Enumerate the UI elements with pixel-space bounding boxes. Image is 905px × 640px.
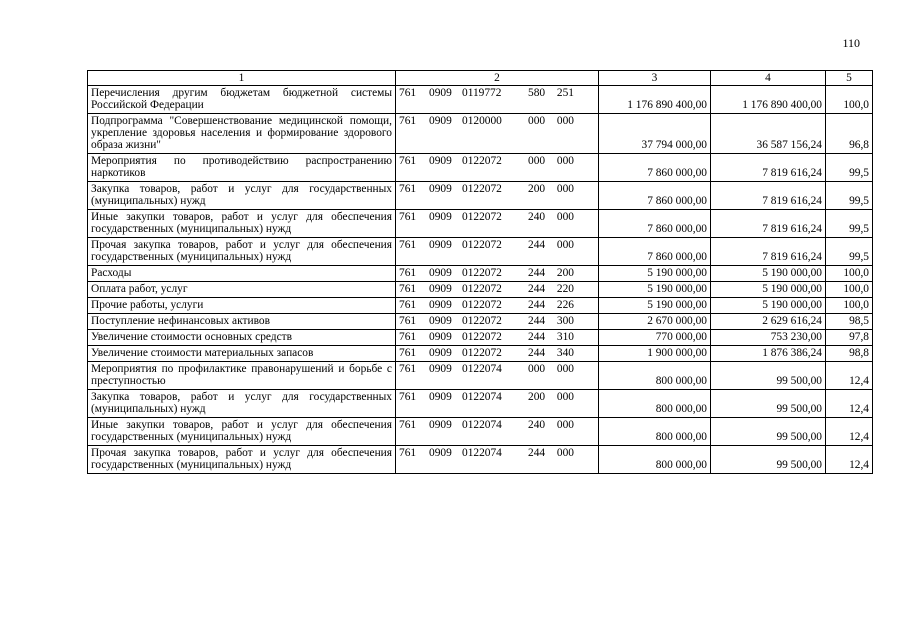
- code-kosgu: 200: [556, 267, 574, 279]
- row-name: Иные закупки товаров, работ и услуг для обеспечения государственных (муниципальных) нужд: [88, 210, 396, 238]
- value-executed: 7 819 616,24: [711, 182, 826, 210]
- code-type: 200: [528, 183, 546, 195]
- value-planned: 5 190 000,00: [599, 266, 711, 282]
- code-admin: 761: [399, 331, 417, 343]
- row-codes: [396, 154, 599, 182]
- row-name: Мероприятия по профилактике правонарушений и борьбе с преступностью: [88, 362, 396, 390]
- value-planned: 1 176 890 400,00: [599, 86, 711, 114]
- row-codes: [396, 266, 599, 282]
- header-cell: 5: [826, 71, 873, 86]
- row-codes: [396, 238, 599, 266]
- table-row: [88, 346, 873, 362]
- code-target: 0122072: [462, 267, 502, 279]
- code-kosgu: 000: [556, 183, 574, 195]
- code-kosgu: 220: [556, 283, 574, 295]
- code-admin: 761: [399, 315, 417, 327]
- value-percent: 98,8: [826, 346, 873, 362]
- code-section: 0909: [429, 283, 452, 295]
- code-type: 244: [528, 267, 546, 279]
- code-target: 0122072: [462, 331, 502, 343]
- code-admin: 761: [399, 419, 417, 431]
- row-codes: [396, 282, 599, 298]
- value-planned: 5 190 000,00: [599, 282, 711, 298]
- value-percent: 12,4: [826, 362, 873, 390]
- code-target: 0122072: [462, 315, 502, 327]
- code-admin: 761: [399, 447, 417, 459]
- code-kosgu: 000: [556, 391, 574, 403]
- code-admin: 761: [399, 239, 417, 251]
- code-kosgu: 000: [556, 419, 574, 431]
- row-name: Прочая закупка товаров, работ и услуг для обеспечения государственных (муниципальных) нужд: [88, 446, 396, 474]
- value-planned: 7 860 000,00: [599, 238, 711, 266]
- row-name: Увеличение стоимости материальных запасов: [88, 346, 396, 362]
- row-codes: [396, 446, 599, 474]
- code-section: 0909: [429, 211, 452, 223]
- value-planned: 7 860 000,00: [599, 154, 711, 182]
- code-section: 0909: [429, 419, 452, 431]
- code-target: 0122072: [462, 299, 502, 311]
- table-row: [88, 314, 873, 330]
- value-percent: 100,0: [826, 86, 873, 114]
- row-codes: [396, 346, 599, 362]
- value-executed: 1 176 890 400,00: [711, 86, 826, 114]
- code-target: 0122072: [462, 283, 502, 295]
- row-codes: [396, 390, 599, 418]
- value-executed: 5 190 000,00: [711, 266, 826, 282]
- table-row: [88, 210, 873, 238]
- row-name: Перечисления другим бюджетам бюджетной системы Российской Федерации: [88, 86, 396, 114]
- table-row: [88, 418, 873, 446]
- header-cell: 3: [599, 71, 711, 86]
- code-type: 580: [528, 87, 546, 99]
- code-admin: 761: [399, 283, 417, 295]
- code-admin: 761: [399, 211, 417, 223]
- value-executed: 99 500,00: [711, 418, 826, 446]
- row-name: Поступление нефинансовых активов: [88, 314, 396, 330]
- code-admin: 761: [399, 391, 417, 403]
- code-target: 0122074: [462, 419, 502, 431]
- code-target: 0122072: [462, 211, 502, 223]
- table-row: [88, 298, 873, 314]
- code-section: 0909: [429, 331, 452, 343]
- row-name: Закупка товаров, работ и услуг для государственных (муниципальных) нужд: [88, 182, 396, 210]
- code-type: 000: [528, 363, 546, 375]
- code-section: 0909: [429, 315, 452, 327]
- row-codes: [396, 298, 599, 314]
- table-row: [88, 114, 873, 154]
- code-type: 244: [528, 283, 546, 295]
- header-cell: 2: [396, 71, 599, 86]
- value-planned: 37 794 000,00: [599, 114, 711, 154]
- value-planned: 7 860 000,00: [599, 182, 711, 210]
- code-section: 0909: [429, 183, 452, 195]
- value-percent: 99,5: [826, 154, 873, 182]
- code-type: 244: [528, 347, 546, 359]
- row-name: Подпрограмма "Совершенствование медицинской помощи, укрепление здоровья населения и формирование здорового образа жизни": [88, 114, 396, 154]
- code-section: 0909: [429, 347, 452, 359]
- code-type: 244: [528, 447, 546, 459]
- value-percent: 96,8: [826, 114, 873, 154]
- value-executed: 5 190 000,00: [711, 298, 826, 314]
- table-row: [88, 238, 873, 266]
- row-codes: [396, 418, 599, 446]
- code-target: 0122074: [462, 447, 502, 459]
- row-codes: [396, 86, 599, 114]
- row-codes: [396, 182, 599, 210]
- page-number: 110: [842, 36, 860, 50]
- value-planned: 2 670 000,00: [599, 314, 711, 330]
- code-kosgu: 000: [556, 239, 574, 251]
- code-target: 0120000: [462, 115, 502, 127]
- value-executed: 99 500,00: [711, 362, 826, 390]
- code-type: 240: [528, 419, 546, 431]
- code-target: 0122074: [462, 391, 502, 403]
- code-kosgu: 226: [556, 299, 574, 311]
- code-kosgu: 000: [556, 155, 574, 167]
- code-admin: 761: [399, 155, 417, 167]
- row-name: Мероприятия по противодействию распространению наркотиков: [88, 154, 396, 182]
- value-percent: 12,4: [826, 390, 873, 418]
- value-executed: 1 876 386,24: [711, 346, 826, 362]
- row-name: Прочая закупка товаров, работ и услуг для обеспечения государственных (муниципальных) нужд: [88, 238, 396, 266]
- table-row: [88, 86, 873, 114]
- code-kosgu: 000: [556, 447, 574, 459]
- code-type: 244: [528, 315, 546, 327]
- value-planned: 1 900 000,00: [599, 346, 711, 362]
- table-row: [88, 266, 873, 282]
- row-name: Расходы: [88, 266, 396, 282]
- value-planned: 800 000,00: [599, 390, 711, 418]
- row-codes: [396, 314, 599, 330]
- value-planned: 800 000,00: [599, 418, 711, 446]
- value-executed: 99 500,00: [711, 446, 826, 474]
- code-target: 0119772: [462, 87, 502, 99]
- row-name: Закупка товаров, работ и услуг для государственных (муниципальных) нужд: [88, 390, 396, 418]
- row-codes: [396, 114, 599, 154]
- row-codes: [396, 362, 599, 390]
- row-name: Прочие работы, услуги: [88, 298, 396, 314]
- value-percent: 100,0: [826, 298, 873, 314]
- value-executed: 99 500,00: [711, 390, 826, 418]
- code-admin: 761: [399, 267, 417, 279]
- code-admin: 761: [399, 87, 417, 99]
- table-row: [88, 390, 873, 418]
- code-kosgu: 300: [556, 315, 574, 327]
- row-name: Увеличение стоимости основных средств: [88, 330, 396, 346]
- code-target: 0122072: [462, 183, 502, 195]
- code-kosgu: 000: [556, 363, 574, 375]
- value-executed: 7 819 616,24: [711, 154, 826, 182]
- value-percent: 99,5: [826, 238, 873, 266]
- value-percent: 12,4: [826, 418, 873, 446]
- code-type: 244: [528, 239, 546, 251]
- value-percent: 99,5: [826, 210, 873, 238]
- code-section: 0909: [429, 391, 452, 403]
- value-percent: 100,0: [826, 282, 873, 298]
- code-target: 0122072: [462, 347, 502, 359]
- code-target: 0122072: [462, 155, 502, 167]
- code-admin: 761: [399, 363, 417, 375]
- value-executed: 7 819 616,24: [711, 210, 826, 238]
- value-percent: 99,5: [826, 182, 873, 210]
- code-section: 0909: [429, 447, 452, 459]
- value-percent: 12,4: [826, 446, 873, 474]
- code-kosgu: 340: [556, 347, 574, 359]
- code-type: 244: [528, 299, 546, 311]
- code-target: 0122072: [462, 239, 502, 251]
- value-executed: 753 230,00: [711, 330, 826, 346]
- code-kosgu: 000: [556, 115, 574, 127]
- code-kosgu: 000: [556, 211, 574, 223]
- row-name: Оплата работ, услуг: [88, 282, 396, 298]
- code-type: 244: [528, 331, 546, 343]
- code-target: 0122074: [462, 363, 502, 375]
- code-section: 0909: [429, 87, 452, 99]
- table-row: [88, 154, 873, 182]
- value-percent: 97,8: [826, 330, 873, 346]
- code-section: 0909: [429, 239, 452, 251]
- code-kosgu: 251: [556, 87, 574, 99]
- header-cell: 4: [711, 71, 826, 86]
- value-executed: 5 190 000,00: [711, 282, 826, 298]
- row-name: Иные закупки товаров, работ и услуг для обеспечения государственных (муниципальных) нужд: [88, 418, 396, 446]
- code-admin: 761: [399, 347, 417, 359]
- code-type: 000: [528, 115, 546, 127]
- code-type: 200: [528, 391, 546, 403]
- table-row: [88, 282, 873, 298]
- code-section: 0909: [429, 267, 452, 279]
- code-section: 0909: [429, 299, 452, 311]
- value-planned: 770 000,00: [599, 330, 711, 346]
- value-percent: 98,5: [826, 314, 873, 330]
- value-executed: 36 587 156,24: [711, 114, 826, 154]
- value-planned: 5 190 000,00: [599, 298, 711, 314]
- value-planned: 7 860 000,00: [599, 210, 711, 238]
- value-executed: 7 819 616,24: [711, 238, 826, 266]
- code-section: 0909: [429, 155, 452, 167]
- row-codes: [396, 330, 599, 346]
- code-section: 0909: [429, 363, 452, 375]
- budget-table: [87, 70, 873, 474]
- value-executed: 2 629 616,24: [711, 314, 826, 330]
- code-admin: 761: [399, 299, 417, 311]
- value-planned: 800 000,00: [599, 362, 711, 390]
- table-row: [88, 446, 873, 474]
- value-planned: 800 000,00: [599, 446, 711, 474]
- code-type: 240: [528, 211, 546, 223]
- table-row: [88, 330, 873, 346]
- code-type: 000: [528, 155, 546, 167]
- code-admin: 761: [399, 183, 417, 195]
- row-codes: [396, 210, 599, 238]
- code-kosgu: 310: [556, 331, 574, 343]
- code-section: 0909: [429, 115, 452, 127]
- table-row: [88, 362, 873, 390]
- value-percent: 100,0: [826, 266, 873, 282]
- code-admin: 761: [399, 115, 417, 127]
- table-row: [88, 182, 873, 210]
- table-header-row: [88, 71, 873, 86]
- header-cell: 1: [88, 71, 396, 86]
